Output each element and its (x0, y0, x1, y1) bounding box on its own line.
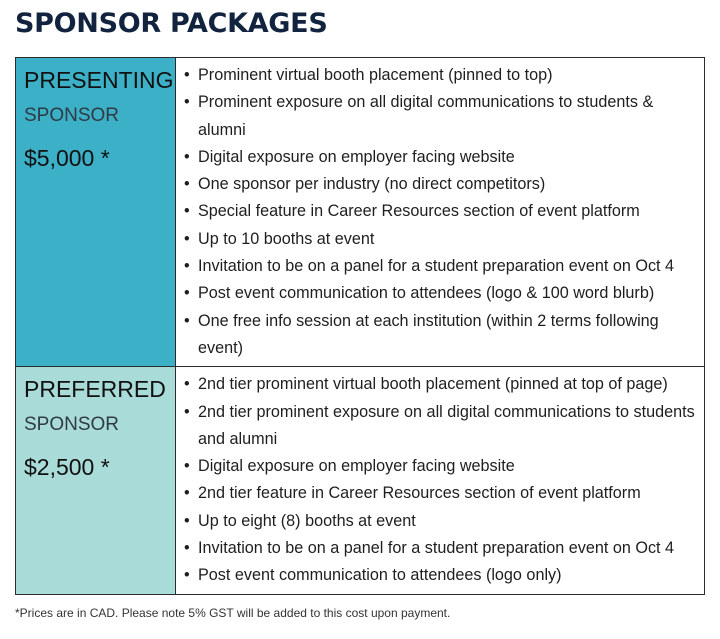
tier-kind: SPONSOR (24, 414, 120, 436)
benefit-item: • Post event communication to attendees (logo & 100 word blurb) (176, 280, 696, 307)
benefit-item: • Up to eight (8) booths at event (176, 508, 696, 535)
benefit-item: • 2nd tier prominent exposure on all digital communications to students and alumni (176, 399, 696, 454)
preferred-label-cell (16, 367, 176, 594)
presenting-benefits-cell (176, 58, 705, 367)
benefit-item: • Digital exposure on employer facing website (176, 453, 696, 480)
benefits-list (176, 367, 704, 593)
tier-price: $2,500 * (24, 454, 110, 481)
benefit-item: • 2nd tier prominent virtual booth placement (pinned at top of page) (176, 371, 696, 398)
benefit-item: • Special feature in Career Resources section of event platform (176, 198, 696, 225)
benefit-item: • Prominent virtual booth placement (pinned to top) (176, 62, 696, 89)
page-title: SPONSOR PACKAGES (15, 8, 328, 39)
tier-name: PRESENTING (24, 67, 174, 93)
benefit-item: • Post event communication to attendees (logo only) (176, 562, 696, 589)
benefit-item: • Invitation to be on a panel for a student preparation event on Oct 4 (176, 253, 696, 280)
benefit-item: • Up to 10 booths at event (176, 226, 696, 253)
benefits-list (176, 58, 704, 366)
benefit-item: • One free info session at each institution (within 2 terms following event) (176, 308, 696, 363)
sponsor-packages-table (15, 57, 705, 595)
benefit-item: • One sponsor per industry (no direct competitors) (176, 171, 696, 198)
price-footnote: *Prices are in CAD. Please note 5% GST will be added to this cost upon payment. (15, 606, 451, 620)
tier-kind: SPONSOR (24, 105, 120, 126)
tier-name: PREFERRED (24, 376, 166, 403)
benefit-item: • 2nd tier feature in Career Resources section of event platform (176, 480, 696, 507)
presenting-label-cell (16, 58, 176, 367)
preferred-benefits-cell (176, 367, 705, 594)
benefit-item: • Prominent exposure on all digital communications to students & alumni (176, 89, 696, 144)
benefit-item: • Invitation to be on a panel for a student preparation event on Oct 4 (176, 535, 696, 562)
package-row-presenting (16, 58, 705, 367)
package-row-preferred (16, 367, 705, 594)
benefit-item: • Digital exposure on employer facing website (176, 144, 696, 171)
tier-price: $5,000 * (24, 145, 110, 171)
